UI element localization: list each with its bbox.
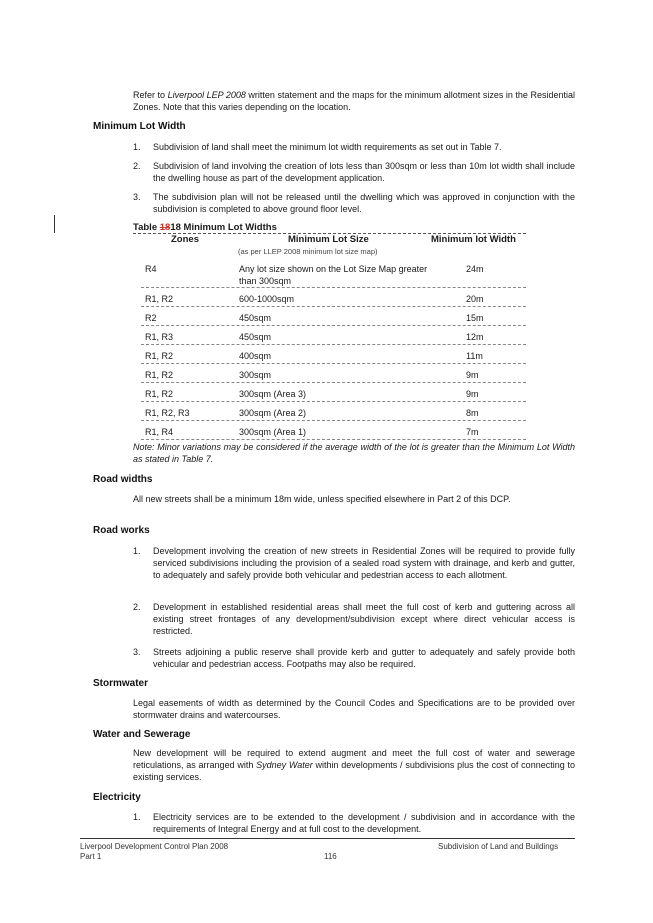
list-number: 1. — [133, 142, 141, 152]
intro-text-rest: written statement and the maps for the minimum allotment sizes in the Residential Zones. Note that this varies depending on the location. — [133, 90, 575, 112]
column-header-min-lot-size: Minimum Lot Size — [288, 234, 369, 245]
road-widths-paragraph: All new streets shall be a minimum 18m wide, unless specified elsewhere in Part 2 of this DCP. — [133, 494, 511, 504]
table-row — [141, 309, 526, 326]
intro-text: Refer to — [133, 90, 168, 100]
cell-lot-width: 9m — [466, 389, 479, 399]
table-row — [141, 290, 526, 307]
footer-part: Part 1 — [80, 852, 102, 861]
cell-lot-width: 7m — [466, 427, 479, 437]
list-item: Electricity services are to be extended to the development / subdivision and in accordance with the requirements of Integral Energy and at full cost to the development. — [153, 812, 575, 834]
heading-water-sewerage: Water and Sewerage — [93, 729, 191, 740]
stormwater-paragraph: Legal easements of width as determined by the Council Codes and Specifications are to be provided over stormwater drains and watercourses. — [133, 698, 575, 720]
cell-zones: R1, R2 — [145, 351, 174, 361]
heading-stormwater: Stormwater — [93, 678, 149, 689]
water-text-rest: within developments / subdivisions plus the cost of connecting to existing services. — [133, 760, 575, 782]
heading-road-widths: Road widths — [93, 474, 153, 485]
cell-lot-size: 450sqm — [239, 313, 272, 323]
table-title-struck-number: 18 — [159, 222, 171, 233]
list-number: 3. — [133, 647, 141, 657]
list-number: 1. — [133, 546, 141, 556]
heading-road-works: Road works — [93, 525, 150, 536]
list-number: 2. — [133, 602, 141, 612]
table-row — [141, 347, 526, 364]
cell-zones: R1, R2, R3 — [145, 408, 190, 418]
list-number: 3. — [133, 192, 141, 202]
revision-change-bar — [54, 215, 55, 233]
table-row — [141, 423, 526, 440]
table-row — [141, 404, 526, 421]
water-sewerage-paragraph — [133, 747, 575, 783]
cell-lot-size: 600-1000sqm — [239, 294, 295, 304]
table-title-prefix: Table — [133, 222, 160, 233]
table-row — [141, 366, 526, 383]
cell-lot-width: 12m — [466, 332, 484, 342]
cell-zones: R4 — [145, 264, 157, 274]
cell-lot-width: 9m — [466, 370, 479, 380]
cell-zones: R1, R2 — [145, 389, 174, 399]
water-text: New development will be required to extend augment and meet the full cost of water and sewerage reticulations, as arranged with — [133, 748, 575, 770]
table-header-row — [133, 233, 526, 246]
table-row — [141, 328, 526, 345]
footer-page-number: 116 — [324, 852, 337, 861]
cell-lot-size: Any lot size shown on the Lot Size Map greater than 300sqm — [239, 264, 428, 286]
cell-lot-size: 450sqm — [239, 332, 272, 342]
cell-lot-width: 11m — [466, 351, 483, 361]
column-header-zones: Zones — [171, 234, 199, 245]
cell-zones: R1, R3 — [145, 332, 174, 342]
table-row — [141, 261, 526, 288]
column-header-min-lot-width: Minimum lot Width — [431, 234, 516, 245]
list-item: Subdivision of land involving the creation of lots less than 300sqm or less than 10m lot width shall include the dwelling house as part of the development application. — [153, 161, 575, 183]
cell-lot-size: 300sqm (Area 1) — [239, 427, 307, 437]
footer-section-title: Subdivision of Land and Buildings — [438, 842, 559, 851]
footer-document-title: Liverpool Development Control Plan 2008 — [80, 842, 229, 851]
intro-paragraph — [133, 89, 575, 113]
cell-zones: R1, R4 — [145, 427, 174, 437]
list-item: Development involving the creation of new streets in Residential Zones will be required to provide fully serviced subdivisions including the provision of a sealed road system with drainage, and kerb and gutter, to adequately and safely provide both vehicular and pedestrian access to each allotment. — [153, 546, 575, 580]
list-number: 2. — [133, 161, 141, 171]
heading-minimum-lot-width: Minimum Lot Width — [93, 121, 186, 132]
table-note: Note: Minor variations may be considered if the average width of the lot is greater than the Minimum Lot Width as stated in Table 7. — [133, 442, 575, 464]
table-row — [141, 385, 526, 402]
table-title-text: 18 Minimum Lot Widths — [170, 222, 277, 233]
cell-zones: R1, R2 — [145, 370, 174, 380]
sydney-water-name: Sydney Water — [256, 760, 313, 770]
cell-lot-size: 400sqm — [239, 351, 272, 361]
cell-zones: R2 — [145, 313, 157, 323]
list-item: Subdivision of land shall meet the minimum lot width requirements as set out in Table 7. — [153, 142, 502, 152]
footer-rule — [80, 838, 575, 839]
cell-lot-size: 300sqm (Area 3) — [239, 389, 307, 399]
cell-lot-size: 300sqm (Area 2) — [239, 408, 307, 418]
cell-lot-width: 8m — [466, 408, 479, 418]
list-item: Development in established residential areas shall meet the full cost of kerb and guttering across all existing street frontages of any development/subdivision except where direct vehicular access is restricted. — [153, 602, 575, 636]
list-item: Streets adjoining a public reserve shall provide kerb and gutter to adequately and safely provide both vehicular and pedestrian access. Footpaths may also be required. — [153, 647, 575, 669]
intro-lep-reference: Liverpool LEP 2008 — [167, 90, 246, 100]
cell-zones: R1, R2 — [145, 294, 174, 304]
list-item: The subdivision plan will not be released until the dwelling which was approved in conjunction with the subdivision is completed to above ground floor level. — [153, 192, 575, 214]
cell-lot-width: 15m — [466, 313, 484, 323]
heading-electricity: Electricity — [93, 792, 141, 803]
cell-lot-size: 300sqm — [239, 370, 272, 380]
list-number: 1. — [133, 812, 141, 822]
cell-lot-width: 20m — [466, 294, 484, 304]
cell-lot-width: 24m — [466, 264, 484, 274]
table-subheader: (as per LLEP 2008 minimum lot size map) — [238, 247, 378, 256]
